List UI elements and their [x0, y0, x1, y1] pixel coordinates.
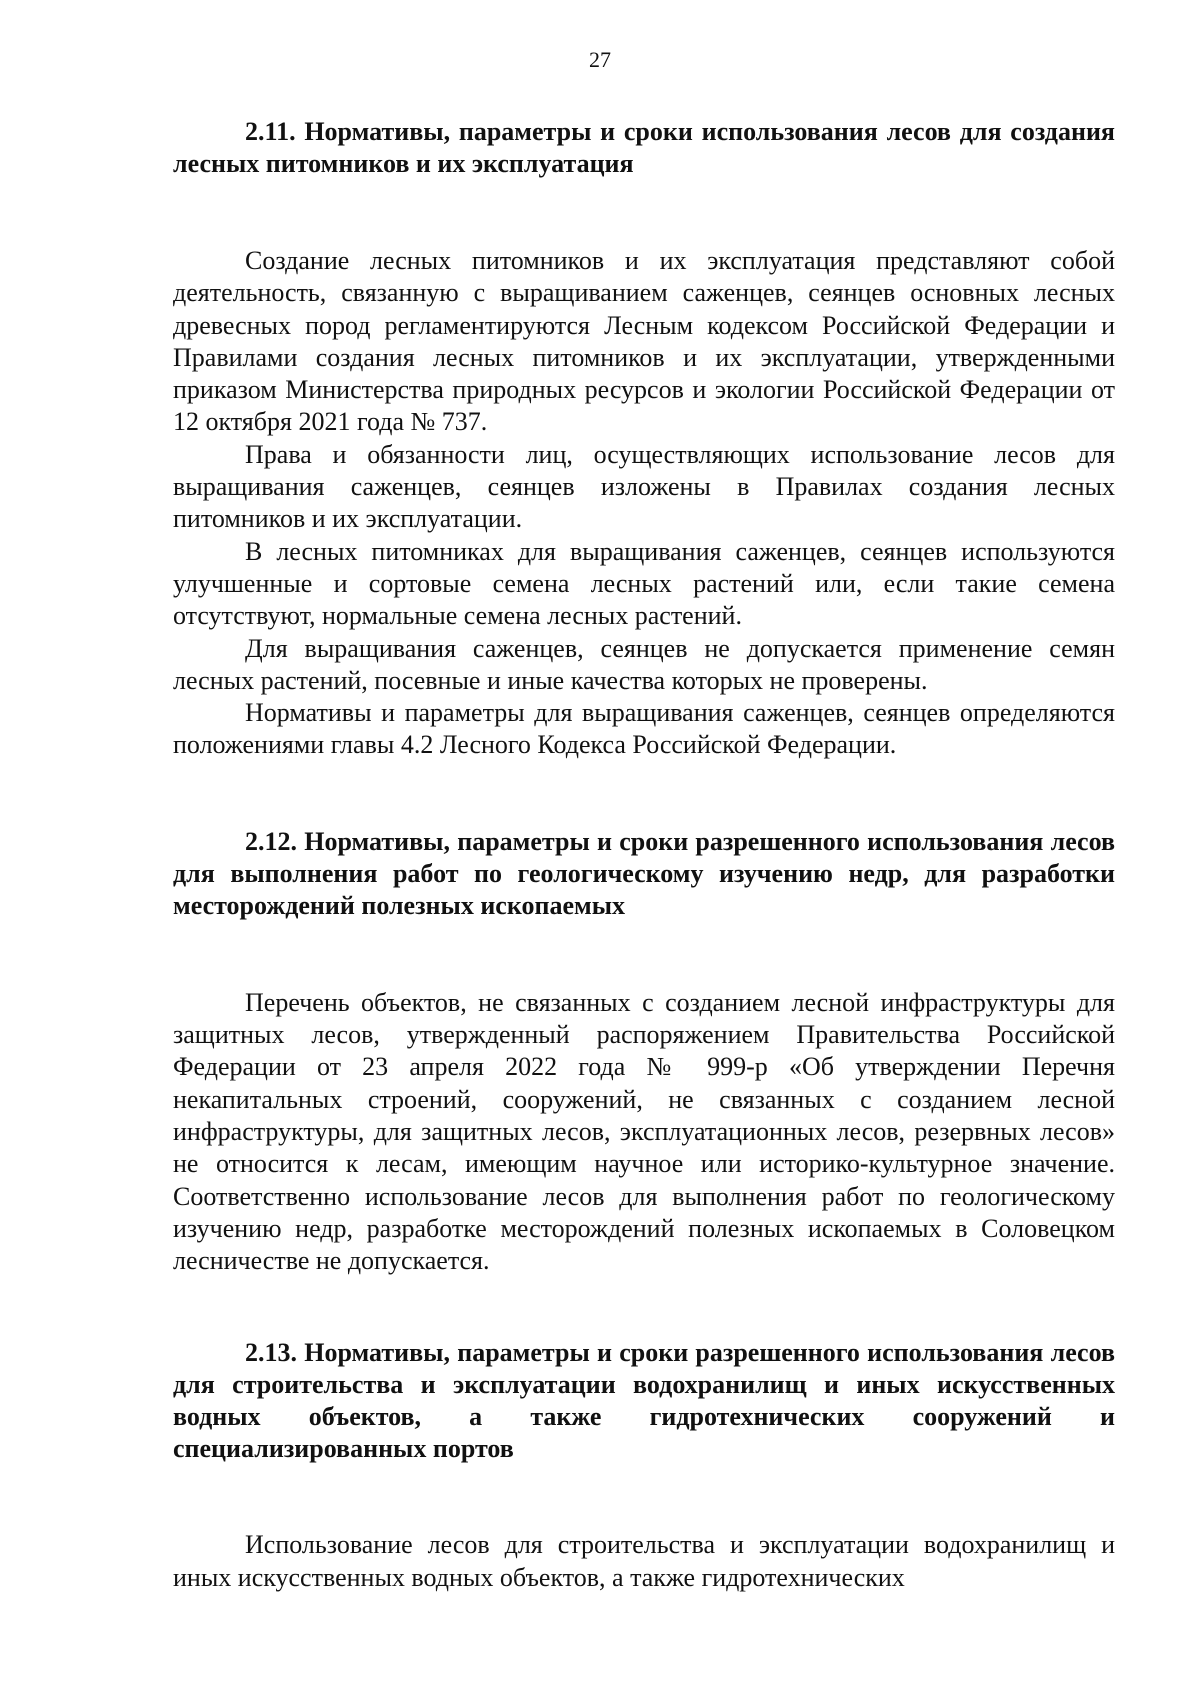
section-heading: 2.13. Нормативы, параметры и сроки разрешенного использования лесов для строительства и эксплуатации водохранилищ и иных искусственных водных объектов, а также гидротехнических сооружений и специализированных портов [173, 1338, 1115, 1464]
section-2-12 [173, 826, 1115, 1278]
paragraph: В лесных питомниках для выращивания саженцев, сеянцев используются улучшенные и сортовые семена лесных растений или, если такие семена отсутствуют, нормальные семена лесных растений. [173, 536, 1115, 631]
paragraph: Использование лесов для строительства и эксплуатации водохранилищ и иных искусственных водных объектов, а также гидротехнических [173, 1530, 1115, 1592]
paragraph: Права и обязанности лиц, осуществляющих использование лесов для выращивания саженцев, сеянцев изложены в Правилах создания лесных питомников и их эксплуатации. [173, 439, 1115, 534]
paragraph: Нормативы и параметры для выращивания саженцев, сеянцев определяются положениями главы 4.2 Лесного Кодекса Российской Федерации. [173, 698, 1115, 760]
page-number: 27 [589, 47, 611, 72]
paragraph: Перечень объектов, не связанных с созданием лесной инфраструктуры для защитных лесов, утвержденный распоряжением Правительства Российской Федерации от 23 апреля 2022 года № 999-р «Об утверждении Перечня некапитальных строений, сооружений, не связанных с созданием лесной инфраструктуры, для защитных лесов, эксплуатационных лесов, резервных лесов» не относится к лесам, имеющим научное или историко-культурное значение. Соответственно использование лесов для выполнения работ по геологическому изучению недр, разработке месторождений полезных ископаемых в Соловецком лесничестве не допускается. [173, 987, 1115, 1276]
section-2-11 [173, 116, 1115, 762]
section-heading: 2.12. Нормативы, параметры и сроки разрешенного использования лесов для выполнения работ по геологическому изучению недр, для разработки месторождений полезных ископаемых [173, 826, 1115, 920]
paragraph: Для выращивания саженцев, сеянцев не допускается применение семян лесных растений, посевные и иные качества которых не проверены. [173, 633, 1115, 695]
section-heading: 2.11. Нормативы, параметры и сроки использования лесов для создания лесных питомников и их эксплуатация [173, 117, 1115, 178]
document-body [173, 116, 1115, 1594]
section-2-13 [173, 1337, 1115, 1594]
paragraph: Создание лесных питомников и их эксплуатация представляют собой деятельность, связанную с выращиванием саженцев, сеянцев основных лесных древесных пород регламентируются Лесным кодексом Российской Федерации и Правилами создания лесных питомников и их эксплуатации, утвержденными приказом Министерства природных ресурсов и экологии Российской Федерации от 12 октября 2021 года № 737. [173, 246, 1115, 437]
